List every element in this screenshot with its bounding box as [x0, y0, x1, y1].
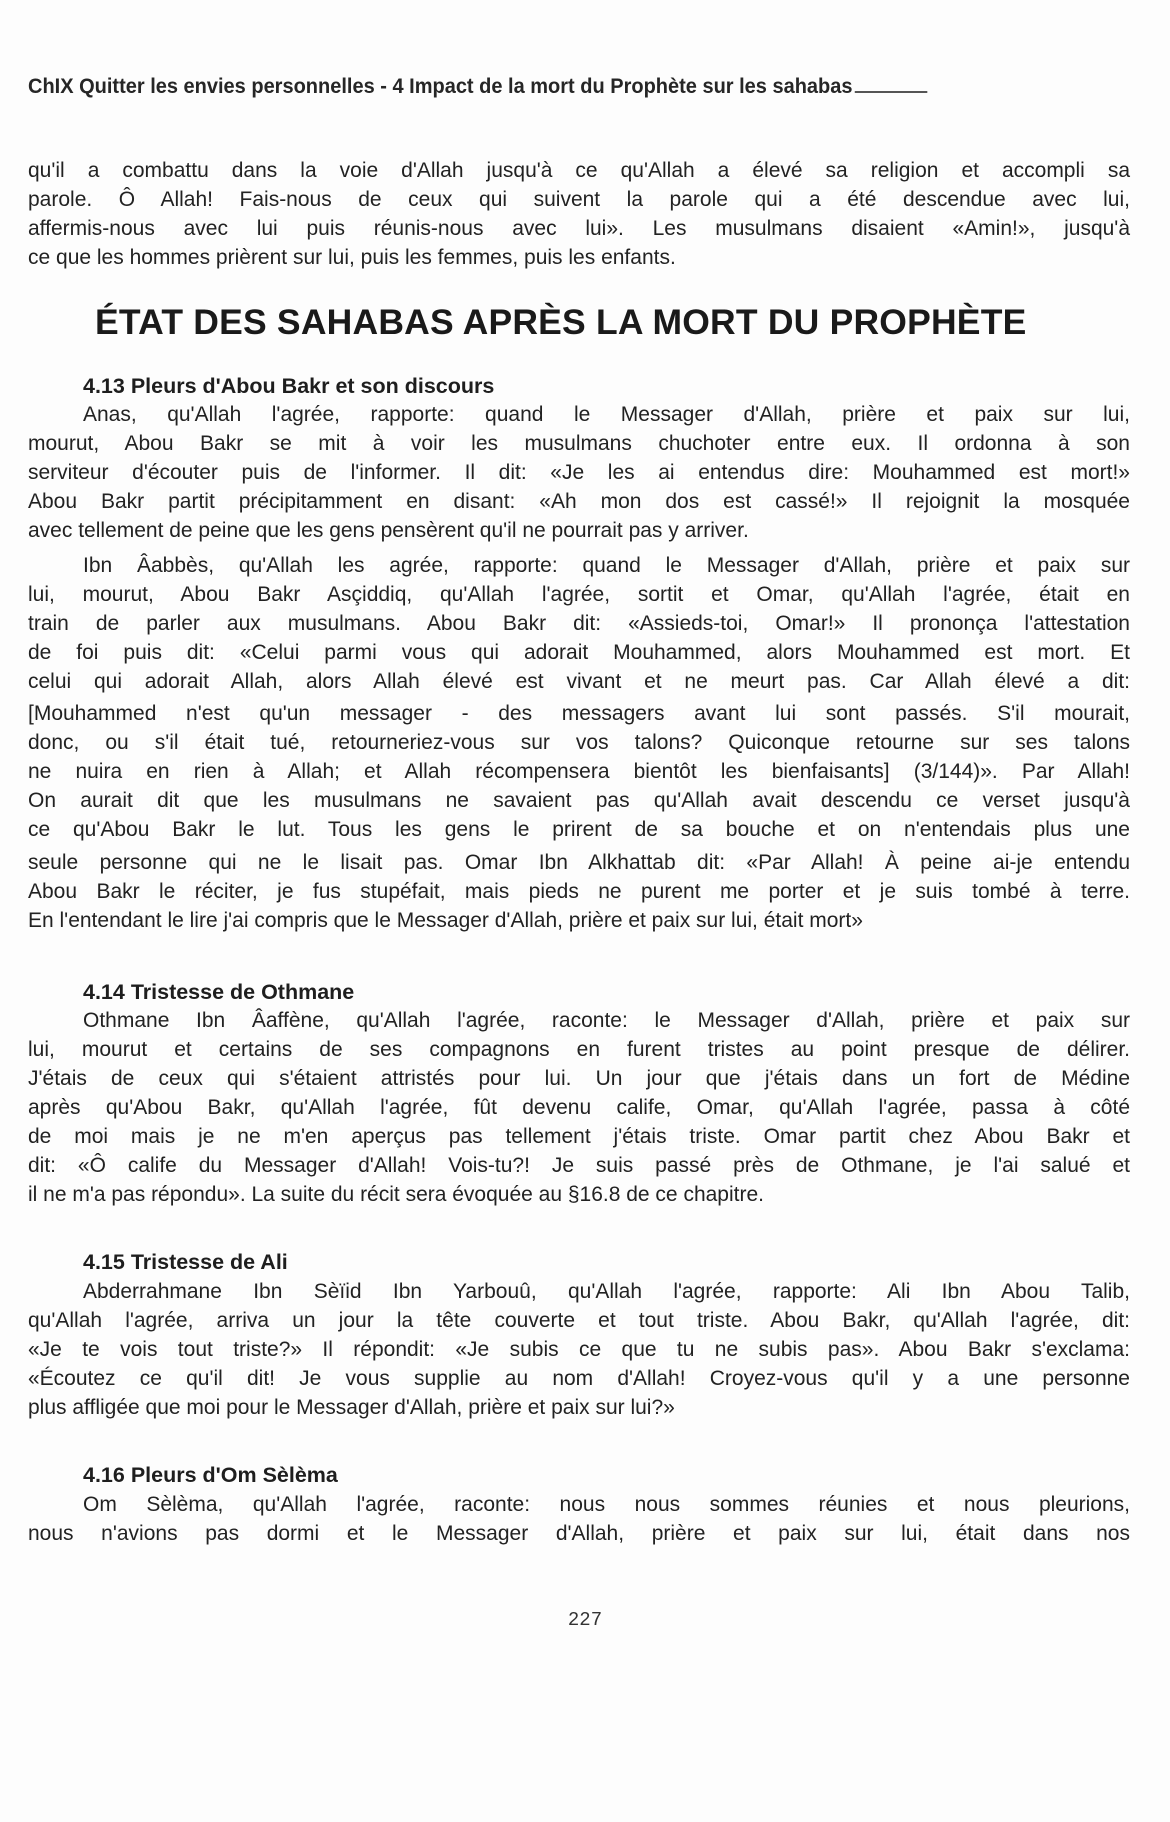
- text-line: de foi puis dit: «Celui parmi vous qui adorait Mouhammed, alors Mouhammed est mort. Et: [28, 641, 1130, 664]
- text-line: dit: «Ô calife du Messager d'Allah! Vois-tu?! Je suis passé près de Othmane, je l'ai salué et: [28, 1154, 1130, 1177]
- subsection-heading-4-15: 4.15 Tristesse de Ali: [83, 1250, 288, 1274]
- text-line: donc, ou s'il était tué, retourneriez-vous sur vos talons? Quiconque retourne sur ses talons: [28, 731, 1130, 754]
- text-line: ce que les hommes prièrent sur lui, puis les femmes, puis les enfants.: [28, 246, 676, 269]
- text-line: lui, mourut et certains de ses compagnons en furent tristes au point presque de délirer.: [28, 1038, 1130, 1061]
- text-line: serviteur d'écouter puis de l'informer. Il dit: «Je les ai entendus dire: Mouhammed est mort!»: [28, 461, 1130, 484]
- text-line: On aurait dit que les musulmans ne savaient pas qu'Allah avait descendu ce verset jusqu'à: [28, 789, 1130, 812]
- text-line: lui, mourut, Abou Bakr Asçiddiq, qu'Allah l'agrée, sortit et Omar, qu'Allah l'agrée, était en: [28, 583, 1130, 606]
- text-line: Abou Bakr partit précipitamment en disant: «Ah mon dos est cassé!» Il rejoignit la mosquée: [28, 490, 1130, 513]
- text-line: Abou Bakr le réciter, je fus stupéfait, mais pieds ne purent me porter et je suis tombé à terre.: [28, 880, 1130, 903]
- text-line: nous n'avions pas dormi et le Messager d'Allah, prière et paix sur lui, était dans nos: [28, 1522, 1130, 1545]
- text-line: parole. Ô Allah! Fais-nous de ceux qui suivent la parole qui a été descendue avec lui,: [28, 188, 1130, 211]
- text-line: ne nuira en rien à Allah; et Allah récompensera bientôt les bienfaisants] (3/144)». Par Allah!: [28, 760, 1130, 783]
- text-line: affermis-nous avec lui puis réunis-nous avec lui». Les musulmans disaient «Amin!», jusqu'à: [28, 217, 1130, 240]
- text-line: avec tellement de peine que les gens pensèrent qu'il ne pourrait pas y arriver.: [28, 519, 749, 542]
- text-line: il ne m'a pas répondu». La suite du récit sera évoquée au §16.8 de ce chapitre.: [28, 1183, 764, 1206]
- text-line: de moi mais je ne m'en aperçus pas tellement j'étais triste. Omar partit chez Abou Bakr et: [28, 1125, 1130, 1148]
- text-line: après qu'Abou Bakr, qu'Allah l'agrée, fût devenu calife, Omar, qu'Allah l'agrée, passa à côté: [28, 1096, 1130, 1119]
- text-line: J'étais de ceux qui s'étaient attristés pour lui. Un jour que j'étais dans un fort de Médine: [28, 1067, 1130, 1090]
- text-line: seule personne qui ne le lisait pas. Omar Ibn Alkhattab dit: «Par Allah! À peine ai-je entendu: [28, 851, 1130, 874]
- text-line: celui qui adorait Allah, alors Allah élevé est vivant et ne meurt pas. Car Allah élevé a dit:: [28, 670, 1130, 693]
- text-line: train de parler aux musulmans. Abou Bakr dit: «Assieds-toi, Omar!» Il prononça l'attestation: [28, 612, 1130, 635]
- text-line: «Écoutez ce qu'il dit! Je vous supplie au nom d'Allah! Croyez-vous qu'il y a une personne: [28, 1367, 1130, 1390]
- text-line: mourut, Abou Bakr se mit à voir les musulmans chuchoter entre eux. Il ordonna à son: [28, 432, 1130, 455]
- subsection-heading-4-16: 4.16 Pleurs d'Om Sèlèma: [83, 1463, 338, 1487]
- text-line: Om Sèlèma, qu'Allah l'agrée, raconte: nous nous sommes réunies et nous pleurions,: [83, 1493, 1130, 1516]
- text-line: qu'il a combattu dans la voie d'Allah jusqu'à ce qu'Allah a élevé sa religion et accompli sa: [28, 159, 1130, 182]
- text-line: En l'entendant le lire j'ai compris que le Messager d'Allah, prière et paix sur lui, était mort»: [28, 909, 863, 932]
- running-header: [28, 74, 1042, 99]
- text-line: qu'Allah l'agrée, arriva un jour la tête couverte et tout triste. Abou Bakr, qu'Allah l'agrée, dit:: [28, 1309, 1130, 1332]
- page-number: 227: [567, 1609, 603, 1631]
- header-rule: [854, 91, 927, 93]
- text-line: «Je te vois tout triste?» Il répondit: «Je subis ce que tu ne subis pas». Abou Bakr s'exclama:: [28, 1338, 1130, 1361]
- text-line: [Mouhammed n'est qu'un messager - des messagers avant lui sont passés. S'il mourait,: [28, 702, 1130, 725]
- text-line: Abderrahmane Ibn Sèïid Ibn Yarbouû, qu'Allah l'agrée, rapporte: Ali Ibn Abou Talib,: [83, 1280, 1130, 1303]
- subsection-heading-4-14: 4.14 Tristesse de Othmane: [83, 980, 355, 1004]
- section-title: ÉTAT DES SAHABAS APRÈS LA MORT DU PROPHÈTE: [95, 302, 1027, 342]
- text-line: ce qu'Abou Bakr le lut. Tous les gens le prirent de sa bouche et on n'entendais plus une: [28, 818, 1130, 841]
- text-line: plus affligée que moi pour le Messager d'Allah, prière et paix sur lui?»: [28, 1396, 675, 1419]
- running-header-text: ChIX Quitter les envies personnelles - 4 Impact de la mort du Prophète sur les sahabas: [28, 74, 853, 98]
- text-line: Othmane Ibn Âaffène, qu'Allah l'agrée, raconte: le Messager d'Allah, prière et paix sur: [83, 1009, 1130, 1032]
- text-line: Anas, qu'Allah l'agrée, rapporte: quand le Messager d'Allah, prière et paix sur lui,: [83, 403, 1130, 426]
- subsection-heading-4-13: 4.13 Pleurs d'Abou Bakr et son discours: [83, 374, 495, 398]
- text-line: Ibn Âabbès, qu'Allah les agrée, rapporte: quand le Messager d'Allah, prière et paix sur: [83, 554, 1130, 577]
